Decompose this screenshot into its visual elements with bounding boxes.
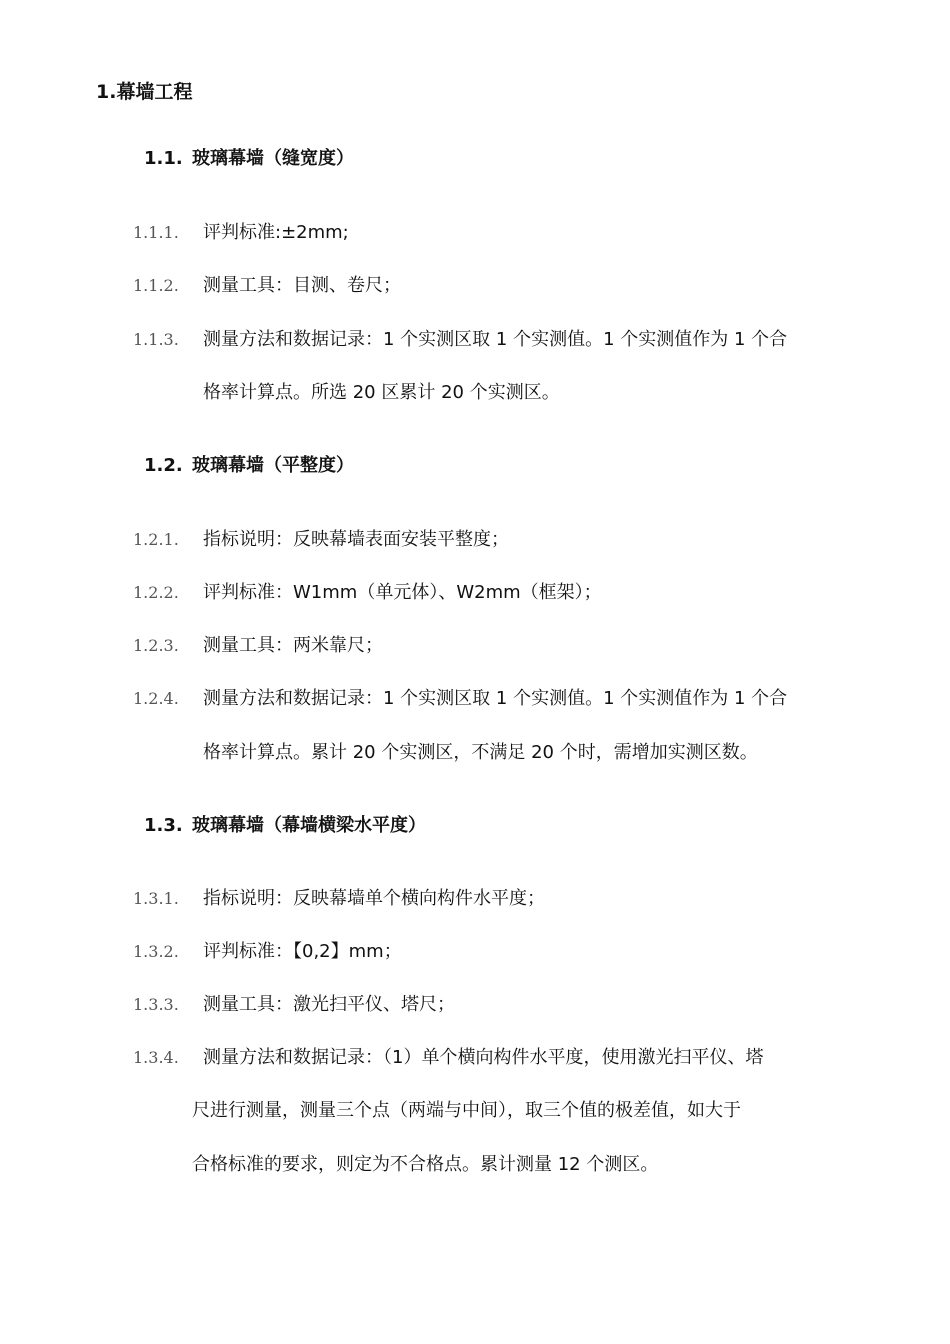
item-number: 1.2.1. (133, 530, 179, 549)
item-continuation: 合格标准的要求，则定为不合格点。累计测量 12 个测区。 (192, 1154, 659, 1175)
item-text: 指标说明：反映幕墙单个横向构件水平度； (203, 888, 545, 909)
item-number: 1.3.1. (133, 889, 179, 908)
list-item (133, 277, 401, 295)
item-number: 1.2.4. (133, 689, 179, 708)
item-continuation: 尺进行测量，测量三个点（两端与中间），取三个值的极差值，如大于 (192, 1100, 741, 1121)
item-number: 1.2.3. (133, 636, 179, 655)
item-text: 测量工具：激光扫平仪、塔尺； (203, 994, 455, 1015)
list-item (133, 531, 509, 549)
list-item (133, 690, 787, 708)
item-text: 指标说明：反映幕墙表面安装平整度； (203, 529, 509, 550)
list-item (133, 637, 383, 655)
item-continuation: 格率计算点。累计 20 个实测区，不满足 20 个时，需增加实测区数。 (203, 742, 758, 763)
item-continuation: 格率计算点。所选 20 区累计 20 个实测区。 (203, 382, 560, 403)
section-title: 玻璃幕墙（幕墙横梁水平度） (192, 815, 426, 836)
item-text: 测量工具：目测、卷尺； (203, 275, 401, 296)
list-item (133, 890, 545, 908)
section-number: 1.3. (144, 815, 183, 836)
item-number: 1.3.2. (133, 942, 179, 961)
item-number: 1.3.3. (133, 995, 179, 1014)
item-number: 1.1.3. (133, 330, 179, 349)
item-number: 1.3.4. (133, 1048, 179, 1067)
item-number: 1.2.2. (133, 583, 179, 602)
list-item (133, 943, 402, 961)
item-text: 评判标准：【0,2】mm； (203, 941, 402, 962)
item-text: 测量方法和数据记录：1 个实测区取 1 个实测值。1 个实测值作为 1 个合 (203, 688, 788, 709)
item-text: 测量方法和数据记录：1 个实测区取 1 个实测值。1 个实测值作为 1 个合 (203, 329, 788, 350)
list-item (133, 996, 455, 1014)
item-text: 测量工具：两米靠尺； (203, 635, 383, 656)
section-title: 玻璃幕墙（缝宽度） (192, 148, 354, 169)
item-text: 测量方法和数据记录：（1）单个横向构件水平度，使用激光扫平仪、塔 (203, 1047, 764, 1068)
item-text: 评判标准:±2mm; (203, 222, 349, 243)
chapter-heading: 1.幕墙工程 (96, 81, 193, 103)
item-number: 1.1.2. (133, 276, 179, 295)
list-item (133, 584, 602, 602)
list-item (133, 224, 349, 242)
section-number: 1.2. (144, 455, 183, 476)
item-number: 1.1.1. (133, 223, 179, 242)
section-heading (144, 457, 354, 475)
section-title: 玻璃幕墙（平整度） (192, 455, 354, 476)
item-text: 评判标准：W1mm（单元体）、W2mm（框架）； (203, 582, 602, 603)
list-item (133, 1049, 763, 1067)
section-heading (144, 150, 354, 168)
section-number: 1.1. (144, 148, 183, 169)
list-item (133, 331, 787, 349)
section-heading (144, 817, 426, 835)
